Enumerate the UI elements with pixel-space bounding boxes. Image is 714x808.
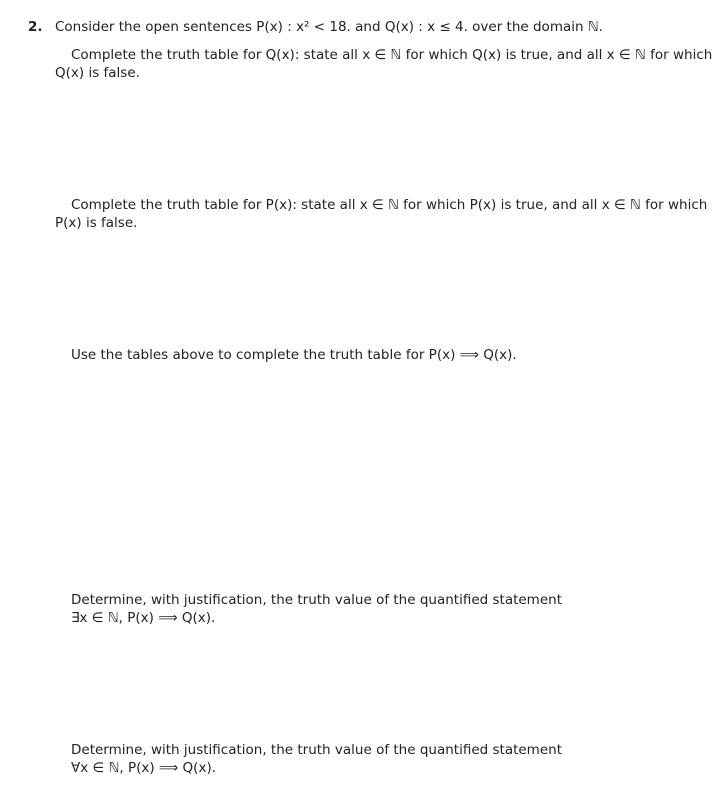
part-p-table — [55, 196, 708, 232]
part-forall-line1: Determine, with justification, the truth value of the quantified statement — [71, 742, 562, 758]
part-implication-table — [55, 346, 695, 364]
part-p-line1: Complete the truth table for P(x): state all x ∈ ℕ for which P(x) is true, and all x ∈ ℕ for which — [71, 197, 708, 213]
part-exists-statement — [55, 591, 695, 627]
part-exists-line1: Determine, with justification, the truth value of the quantified statement — [71, 592, 562, 608]
part-exists-line2: ∃x ∈ ℕ, P(x) ⟹ Q(x). — [71, 610, 216, 626]
part-forall-line2: ∀x ∈ ℕ, P(x) ⟹ Q(x). — [71, 760, 216, 776]
part-q-table — [55, 46, 713, 82]
part-implication-line1: Use the tables above to complete the truth table for P(x) ⟹ Q(x). — [71, 347, 517, 363]
part-q-line1: Complete the truth table for Q(x): state all x ∈ ℕ for which Q(x) is true, and all x ∈ ℕ for which — [71, 47, 713, 63]
part-q-line2: Q(x) is false. — [55, 65, 140, 81]
question-intro: Consider the open sentences P(x) : x² < 18. and Q(x) : x ≤ 4. over the domain ℕ. — [55, 19, 603, 35]
part-p-line2: P(x) is false. — [55, 215, 138, 231]
part-forall-statement — [55, 741, 695, 777]
question-number: 2. — [28, 19, 43, 35]
